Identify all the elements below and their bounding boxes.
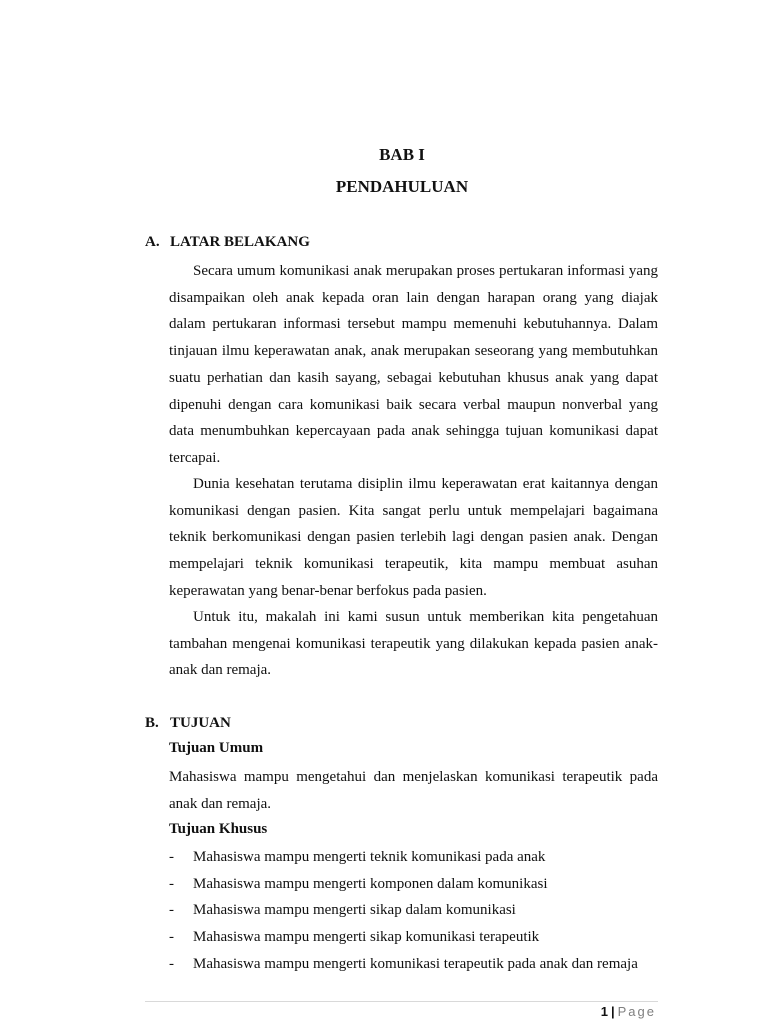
paragraph: Dunia kesehatan terutama disiplin ilmu keperawatan erat kaitannya dengan komunikasi dengan pasien. Kita sangat perlu untuk mempelajari bagaimana teknik berkomunikasi dengan pasien terlebih lagi dengan pasien anak. Dengan mempelajari teknik komunikasi terapeutik, kita mampu membuat asuhan keperawatan yang benar-benar berfokus pada pasien. xyxy=(169,476,658,599)
tujuan-khusus-list xyxy=(169,844,669,978)
chapter-number: BAB I xyxy=(379,145,425,164)
bullet-dash: - xyxy=(169,902,174,919)
page-footer xyxy=(601,1004,656,1019)
section-b-number: B. xyxy=(145,715,159,731)
section-a-number: A. xyxy=(145,234,160,250)
section-a-heading xyxy=(145,234,310,251)
tujuan-umum-heading: Tujuan Umum xyxy=(169,740,264,756)
bullet-dash: - xyxy=(169,849,174,865)
page-label: Page xyxy=(617,1004,656,1019)
list-item xyxy=(169,897,669,924)
list-item xyxy=(169,924,669,951)
section-b-title: TUJUAN xyxy=(170,715,231,731)
bullet-dash: - xyxy=(169,955,174,972)
tujuan-khusus-heading: Tujuan Khusus xyxy=(169,821,268,837)
list-item xyxy=(169,844,669,871)
tujuan-umum-text: Mahasiswa mampu mengetahui dan menjelaskan komunikasi terapeutik pada anak dan remaja. xyxy=(169,769,658,812)
list-item-text: Mahasiswa mampu mengerti komunikasi terapeutik pada anak dan remaja xyxy=(193,955,638,972)
list-item-text: Mahasiswa mampu mengerti komponen dalam komunikasi xyxy=(193,875,548,892)
list-item xyxy=(169,951,669,978)
paragraph: Untuk itu, makalah ini kami susun untuk memberikan kita pengetahuan tambahan mengenai komunikasi terapeutik yang dilakukan kepada pasien anak-anak dan remaja. xyxy=(169,609,658,679)
section-a-title: LATAR BELAKANG xyxy=(170,234,310,250)
chapter-title: PENDAHULUAN xyxy=(335,177,469,196)
footer-separator: | xyxy=(610,1004,615,1019)
page-number: 1 xyxy=(600,1004,608,1019)
section-b-heading xyxy=(145,715,231,732)
list-item-text: Mahasiswa mampu mengerti teknik komunikasi pada anak xyxy=(193,849,546,865)
list-item xyxy=(169,871,669,898)
bullet-dash: - xyxy=(169,929,174,946)
paragraph: Secara umum komunikasi anak merupakan proses pertukaran informasi yang disampaikan oleh anak kepada oran lain dengan harapan orang yang diajak dalam pertukaran informasi tersebut mampu memenuhi kebutuhannya. Dalam tinjauan ilmu keperawatan anak, anak merupakan seseorang yang membutuhkan suatu perhatian dan kasih sayang, sebagai kebutuhan khusus anak yang dapat dipenuhi dengan cara komunikasi baik secara verbal maupun nonverbal yang data menumbuhkan kepercayaan pada anak sehingga tujuan komunikasi dapat tercapai. xyxy=(169,263,658,466)
footer-divider xyxy=(145,1001,658,1002)
list-item-text: Mahasiswa mampu mengerti sikap komunikasi terapeutik xyxy=(193,929,540,946)
list-item-text: Mahasiswa mampu mengerti sikap dalam komunikasi xyxy=(193,902,516,919)
bullet-dash: - xyxy=(169,875,174,892)
